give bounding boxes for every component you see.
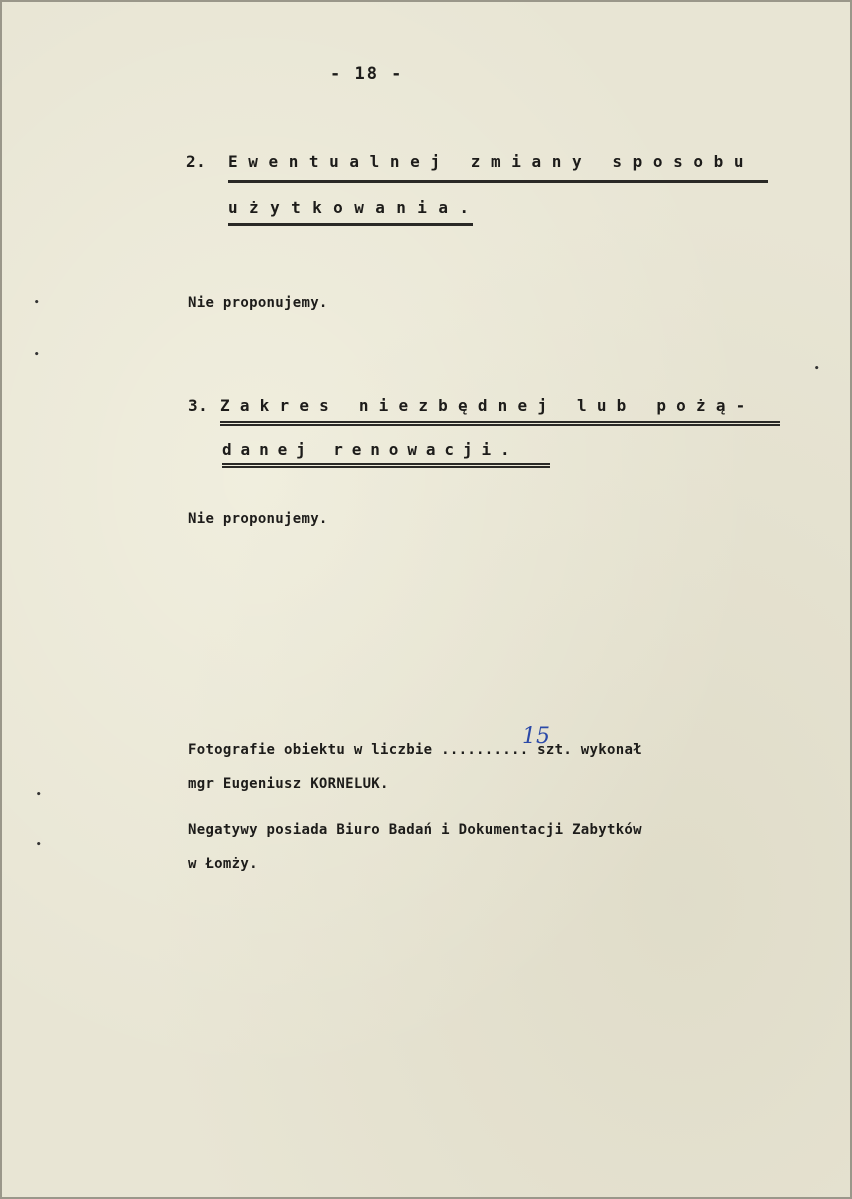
section-3-heading-line1: Zakres niezbędnej lub pożą- [220, 396, 756, 415]
section-3-number: 3. [188, 396, 209, 415]
photo-info-line1 [188, 742, 642, 758]
section-2-underline-1 [228, 180, 768, 183]
margin-speck: • [34, 350, 40, 360]
handwritten-photo-count: 15 [522, 724, 550, 749]
section-2-heading-line2: użytkowania. [228, 198, 481, 217]
margin-speck: • [36, 840, 42, 850]
photo-info-after: szt. wykonał [528, 742, 642, 758]
negatives-line2: w Łomży. [188, 856, 258, 872]
photo-info-before: Fotografie obiektu w liczbie [188, 742, 442, 758]
photo-info-line2: mgr Eugeniusz KORNELUK. [188, 776, 389, 792]
section-3-underline-1 [220, 421, 780, 426]
section-3-heading-line2: danej renowacji. [222, 440, 519, 459]
margin-speck: • [814, 364, 820, 374]
photo-count-dots: .......... [441, 742, 529, 758]
section-2-number: 2. [186, 152, 207, 171]
section-2-answer: Nie proponujemy. [188, 295, 328, 311]
section-3-underline-2 [222, 463, 550, 468]
margin-speck: • [34, 298, 40, 308]
negatives-line1: Negatywy posiada Biuro Badań i Dokumentacji Zabytków [188, 822, 642, 838]
section-2-underline-2 [228, 223, 473, 226]
page-number: - 18 - [330, 64, 404, 84]
section-2-heading-line1: Ewentualnej zmiany sposobu [228, 152, 755, 171]
section-3-answer: Nie proponujemy. [188, 511, 328, 527]
margin-speck: • [36, 790, 42, 800]
